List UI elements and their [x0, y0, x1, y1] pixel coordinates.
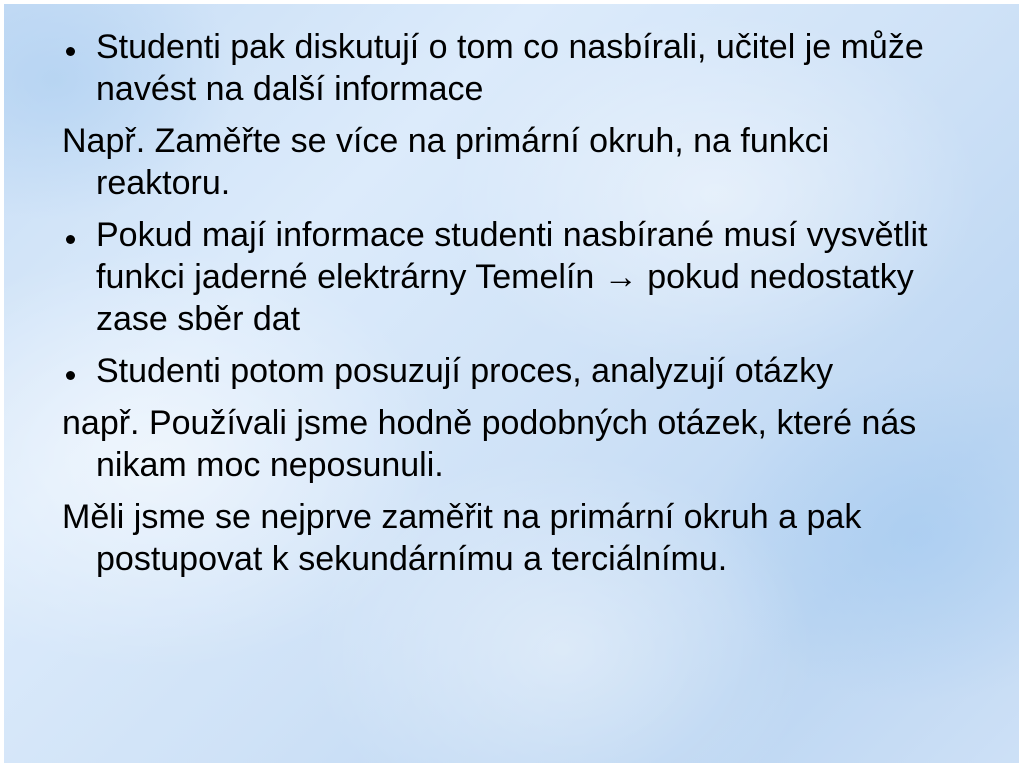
- paragraph-text: Studenti potom posuzují proces, analyzují otázky: [96, 352, 834, 390]
- slide: [4, 4, 1019, 763]
- bullet-icon: [66, 235, 75, 244]
- paragraph-2: [62, 120, 972, 204]
- slide-content: [62, 26, 972, 590]
- paragraph-text: Měli jsme se nejprve zaměřit na primární okruh a pak postupovat k sekundárnímu a terciálnímu.: [62, 498, 862, 578]
- paragraph-4: [62, 350, 972, 392]
- paragraph-1: [62, 26, 972, 110]
- paragraph-6: [62, 496, 972, 580]
- paragraph-text: Pokud mají informace studenti nasbírané musí vysvětlit funkci jaderné elektrárny Temelín → pokud nedostatky zase sběr dat: [96, 216, 928, 338]
- paragraph-text: Např. Zaměřte se více na primární okruh, na funkci reaktoru.: [62, 122, 830, 202]
- paragraph-text: např. Používali jsme hodně podobných otázek, které nás nikam moc neposunuli.: [62, 404, 917, 484]
- paragraph-3: [62, 214, 972, 340]
- paragraph-text: Studenti pak diskutují o tom co nasbírali, učitel je může navést na další informace: [96, 28, 924, 108]
- bullet-icon: [66, 371, 75, 380]
- paragraph-5: [62, 402, 972, 486]
- bullet-icon: [66, 47, 75, 56]
